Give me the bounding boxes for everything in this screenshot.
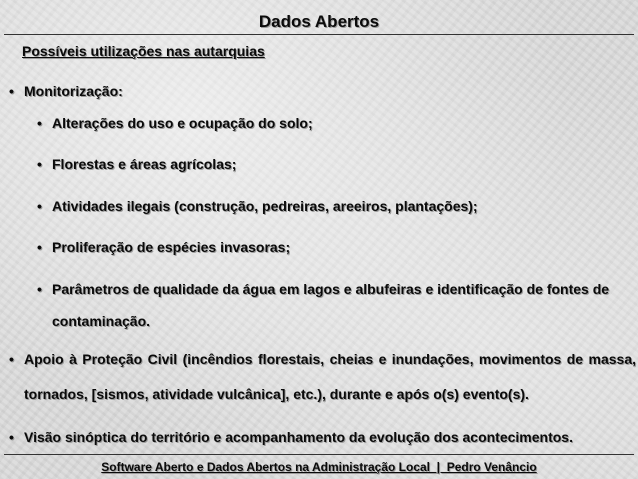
bullet-text: Visão sinóptica do território e acompanhamento da evolução dos acontecimentos. (24, 429, 573, 445)
bullet-text: Parâmetros de qualidade da água em lagos e albufeiras e identificação de fontes de contaminação. (52, 281, 610, 329)
bullet-dot-icon: • (37, 198, 42, 214)
slide-title: Dados Abertos (258, 12, 380, 31)
top-divider (4, 34, 634, 35)
bullet-text: Atividades ilegais (construção, pedreiras, areeiros, plantações); (52, 198, 478, 214)
bullet-text: Monitorização: (24, 83, 123, 99)
bottom-divider (4, 454, 634, 455)
bullet-dot-icon: • (9, 351, 14, 367)
bullet-dot-icon: • (9, 429, 14, 445)
bullet-dot-icon: • (37, 115, 42, 131)
bullet-dot-icon: • (9, 83, 14, 99)
bullet-dot-icon: • (37, 281, 42, 297)
bullet-text: Proliferação de espécies invasoras; (52, 239, 291, 255)
bullet-dot-icon: • (37, 156, 42, 172)
slide-footer: Software Aberto e Dados Abertos na Administração Local | Pedro Venâncio (101, 460, 537, 474)
bullet-text: Apoio à Proteção Civil (incêndios florestais, cheias e inundações, movimentos de massa, tornados, [sismos, atividade vulcânica], etc.), durante e após o(s) evento(s). (24, 351, 636, 402)
bullet-text: Alterações do uso e ocupação do solo; (52, 115, 313, 131)
bullet-dot-icon: • (37, 239, 42, 255)
slide-subtitle: Possíveis utilizações nas autarquias (22, 43, 265, 59)
bullet-text: Florestas e áreas agrícolas; (52, 156, 237, 172)
